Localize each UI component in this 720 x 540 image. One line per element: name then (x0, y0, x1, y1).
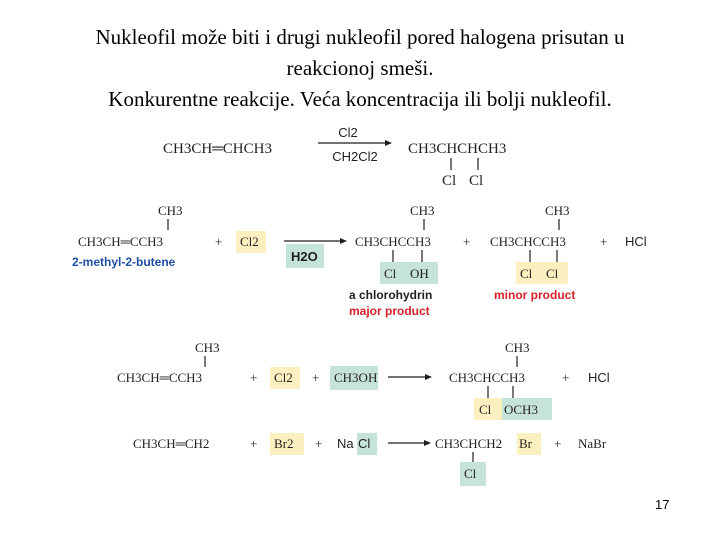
r2-p1-sub-2: OH (410, 266, 429, 281)
r3-reagent: Cl2 (274, 370, 293, 385)
r4-reagent: Br2 (274, 436, 294, 451)
r4-plus-3: + (554, 436, 562, 451)
r3-p-sub-2: OCH3 (504, 402, 538, 417)
r2-reactant: CH3CH═CCH3 (78, 234, 164, 249)
heading-line-3: Konkurentne reakcije. Veća koncentracija ili bolji nukleofil. (108, 87, 612, 111)
r2-solvent: H2O (291, 249, 318, 264)
r2-byproduct: HCl (625, 234, 647, 249)
r1-arrow-head (385, 140, 392, 146)
r4-salt-na: Na (337, 436, 354, 451)
r2-plus-2: + (463, 234, 471, 249)
r3-methyl: CH3 (195, 340, 220, 355)
r2-reagent: Cl2 (240, 234, 259, 249)
r3-p-sub-1: Cl (479, 402, 492, 417)
r4-plus-1: + (250, 436, 258, 451)
r1-reagent-bottom: CH2Cl2 (332, 149, 378, 164)
r3-plus-2: + (312, 370, 320, 385)
r2-p2-sub-2: Cl (546, 266, 559, 281)
r2-p1-label-1: a chlorohydrin (349, 288, 433, 302)
reaction-3 (117, 340, 610, 420)
r3-plus-1: + (250, 370, 258, 385)
r4-product-main: CH3CHCH2 (435, 436, 503, 451)
r4-reactant: CH3CH═CH2 (133, 436, 210, 451)
r2-p2-sub-1: Cl (520, 266, 533, 281)
heading-line-2: reakcionoj smeši. (286, 56, 434, 80)
r2-product-1: CH3CHCCH3 (355, 234, 431, 249)
heading-line-1: Nukleofil može biti i drugi nukleofil pored halogena prisutan u (95, 25, 625, 49)
r3-plus-3: + (562, 370, 570, 385)
r2-arrow-head (340, 238, 347, 244)
r4-product-sub: Cl (464, 466, 477, 481)
r2-plus-3: + (600, 234, 608, 249)
r2-reactant-name: 2-methyl-2-butene (72, 255, 176, 269)
r3-p-methyl: CH3 (505, 340, 530, 355)
reaction-2 (72, 203, 647, 318)
r2-p2-methyl: CH3 (545, 203, 570, 218)
r4-salt-cl: Cl (358, 436, 371, 451)
r1-reactant: CH3CH═CHCH3 (163, 141, 272, 157)
r2-p1-label-2: major product (349, 304, 430, 318)
r2-product-2: CH3CHCCH3 (490, 234, 566, 249)
r3-product: CH3CHCCH3 (449, 370, 525, 385)
r2-p1-methyl: CH3 (410, 203, 435, 218)
r2-p1-sub-1: Cl (384, 266, 397, 281)
r1-product: CH3CHCHCH3 (408, 141, 507, 157)
r3-arrow-head (425, 374, 432, 380)
r2-methyl: CH3 (158, 203, 183, 218)
r2-p2-label: minor product (494, 288, 576, 302)
page-number: 17 (655, 497, 670, 512)
r3-byproduct: HCl (588, 370, 610, 385)
r4-arrow-head (424, 440, 431, 446)
r4-product-br: Br (519, 436, 532, 451)
r4-plus-2: + (315, 436, 323, 451)
r3-reactant: CH3CH═CCH3 (117, 370, 203, 385)
r3-nucleophile: CH3OH (334, 370, 378, 385)
reaction-1 (163, 125, 506, 189)
r1-reagent-top: Cl2 (338, 125, 358, 140)
r4-byproduct: NaBr (578, 436, 607, 451)
reaction-4 (133, 433, 607, 486)
r1-sub-1: Cl (442, 173, 457, 189)
r2-plus-1: + (215, 234, 223, 249)
r1-sub-2: Cl (469, 173, 484, 189)
